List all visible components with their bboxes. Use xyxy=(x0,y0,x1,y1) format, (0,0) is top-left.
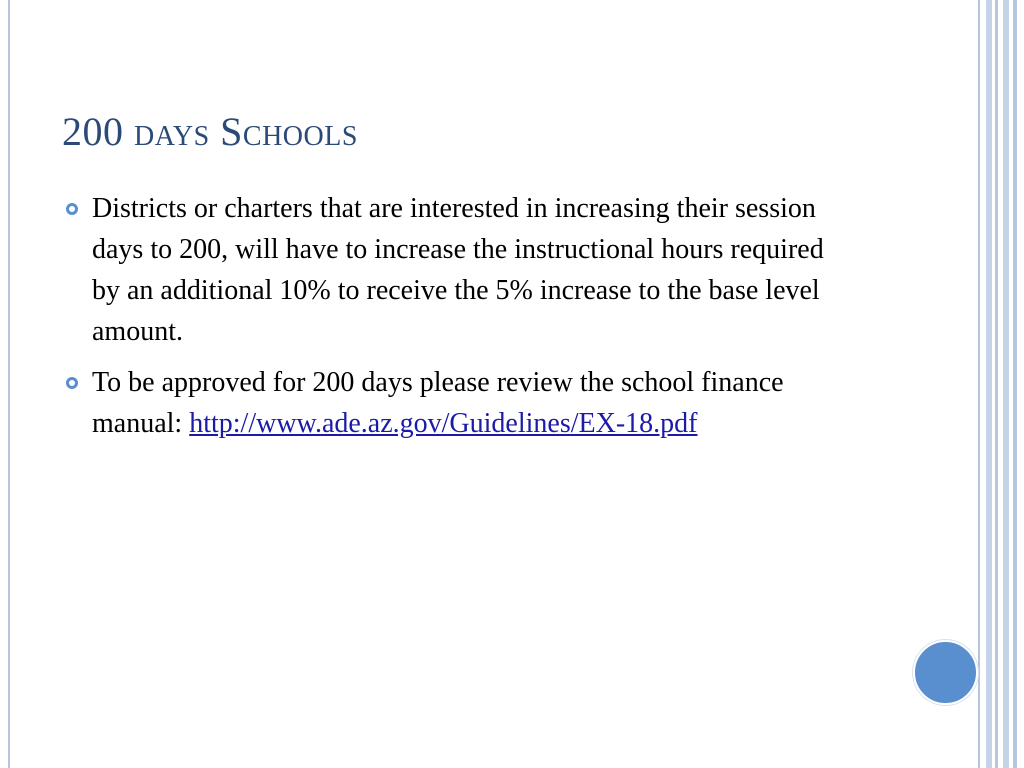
right-stripe xyxy=(986,0,992,768)
bullet-text: Districts or charters that are interested in increasing their session days to 200, will have to increase the instructional hours required by an additional 10% to receive the 5% increase to the base level amount. xyxy=(92,193,824,347)
bullet-text: To be approved for 200 days please review the school finance manual: xyxy=(92,367,784,439)
left-border-line xyxy=(8,0,10,768)
bullet-ring-icon xyxy=(66,377,78,389)
bullet-item xyxy=(66,188,856,352)
finance-manual-link[interactable]: http://www.ade.az.gov/Guidelines/EX-18.pdf xyxy=(189,408,698,439)
bullet-list xyxy=(66,188,856,454)
bullet-ring-icon xyxy=(66,203,78,215)
accent-circle xyxy=(913,640,978,705)
right-stripe xyxy=(978,0,980,768)
right-stripe xyxy=(995,0,998,768)
right-stripe xyxy=(1003,0,1009,768)
slide-title: 200 days Schools xyxy=(62,109,358,154)
right-stripe xyxy=(1013,0,1017,768)
bullet-item xyxy=(66,362,856,444)
